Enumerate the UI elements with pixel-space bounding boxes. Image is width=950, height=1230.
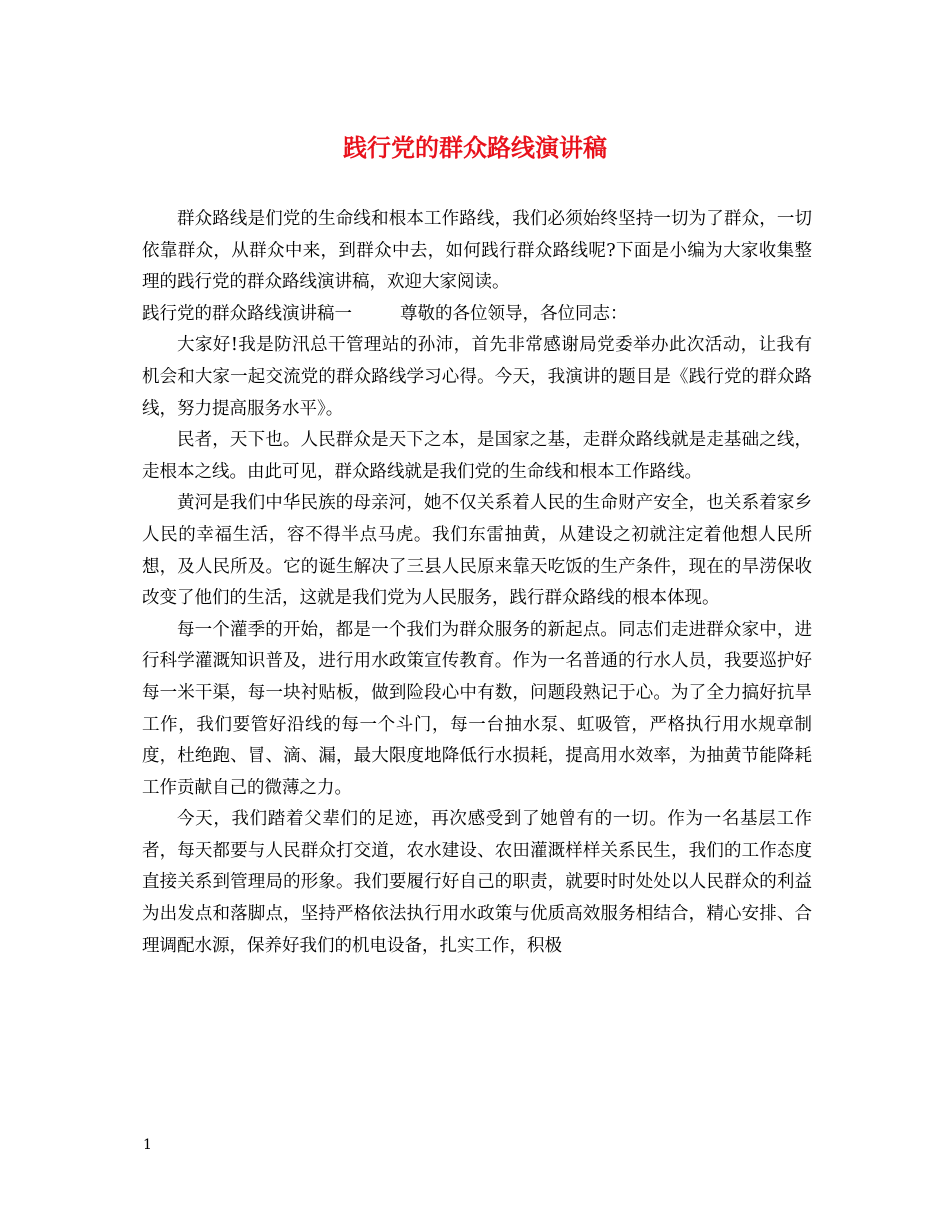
document-body [142, 204, 812, 962]
salutation: 尊敬的各位领导，各位同志： [400, 303, 628, 324]
body-paragraph: 每一个灌季的开始，都是一个我们为群众服务的新起点。同志们走进群众家中，进行科学灌溉知识普及，进行用水政策宣传教育。作为一名普通的行水人员，我要巡护好每一米干渠，每一块衬贴板，做到险段心中有数，问题段熟记于心。为了全力搞好抗旱工作，我们要管好沿线的每一个斗门，每一台抽水泵、虹吸管，严格执行用水规章制度，杜绝跑、冒、滴、漏，最大限度地降低行水损耗，提高用水效率，为抽黄节能降耗工作贡献自己的微薄之力。 [142, 619, 812, 798]
body-paragraph: 大家好!我是防汛总干管理站的孙沛，首先非常感谢局党委举办此次活动，让我有机会和大家一起交流党的群众路线学习心得。今天，我演讲的题目是《践行党的群众路线，努力提高服务水平》。 [142, 335, 812, 419]
body-paragraph: 黄河是我们中华民族的母亲河，她不仅关系着人民的生命财产安全，也关系着家乡人民的幸福生活，容不得半点马虎。我们东雷抽黄，从建设之初就注定着他想人民所想，及人民所及。它的诞生解决了三县人民原来靠天吃饭的生产条件，现在的旱涝保收改变了他们的生活，这就是我们党为人民服务，践行群众路线的根本体现。 [142, 493, 812, 609]
page-number: 1 [143, 1137, 152, 1153]
body-paragraph: 今天，我们踏着父辈们的足迹，再次感受到了她曾有的一切。作为一名基层工作者，每天都要与人民群众打交道，农水建设、农田灌溉样样关系民生，我们的工作态度直接关系到管理局的形象。我们要履行好自己的职责，就要时时处处以人民群众的利益为出发点和落脚点，坚持严格依法执行用水政策与优质高效服务相结合，精心安排、合理调配水源，保养好我们的机电设备，扎实工作，积极 [142, 809, 812, 956]
intro-paragraph: 群众路线是们党的生命线和根本工作路线，我们必须始终坚持一切为了群众，一切依靠群众，从群众中来，到群众中去，如何践行群众路线呢?下面是小编为大家收集整理的践行党的群众路线演讲稿，欢迎大家阅读。 [142, 209, 812, 293]
speech-heading: 践行党的群众路线演讲稿一 [142, 303, 352, 324]
document-title: 践行党的群众路线演讲稿 [343, 133, 607, 162]
body-paragraph: 民者，天下也。人民群众是天下之本，是国家之基，走群众路线就是走基础之线，走根本之线。由此可见，群众路线就是我们党的生命线和根本工作路线。 [142, 430, 812, 482]
speech-heading-line [142, 299, 812, 331]
